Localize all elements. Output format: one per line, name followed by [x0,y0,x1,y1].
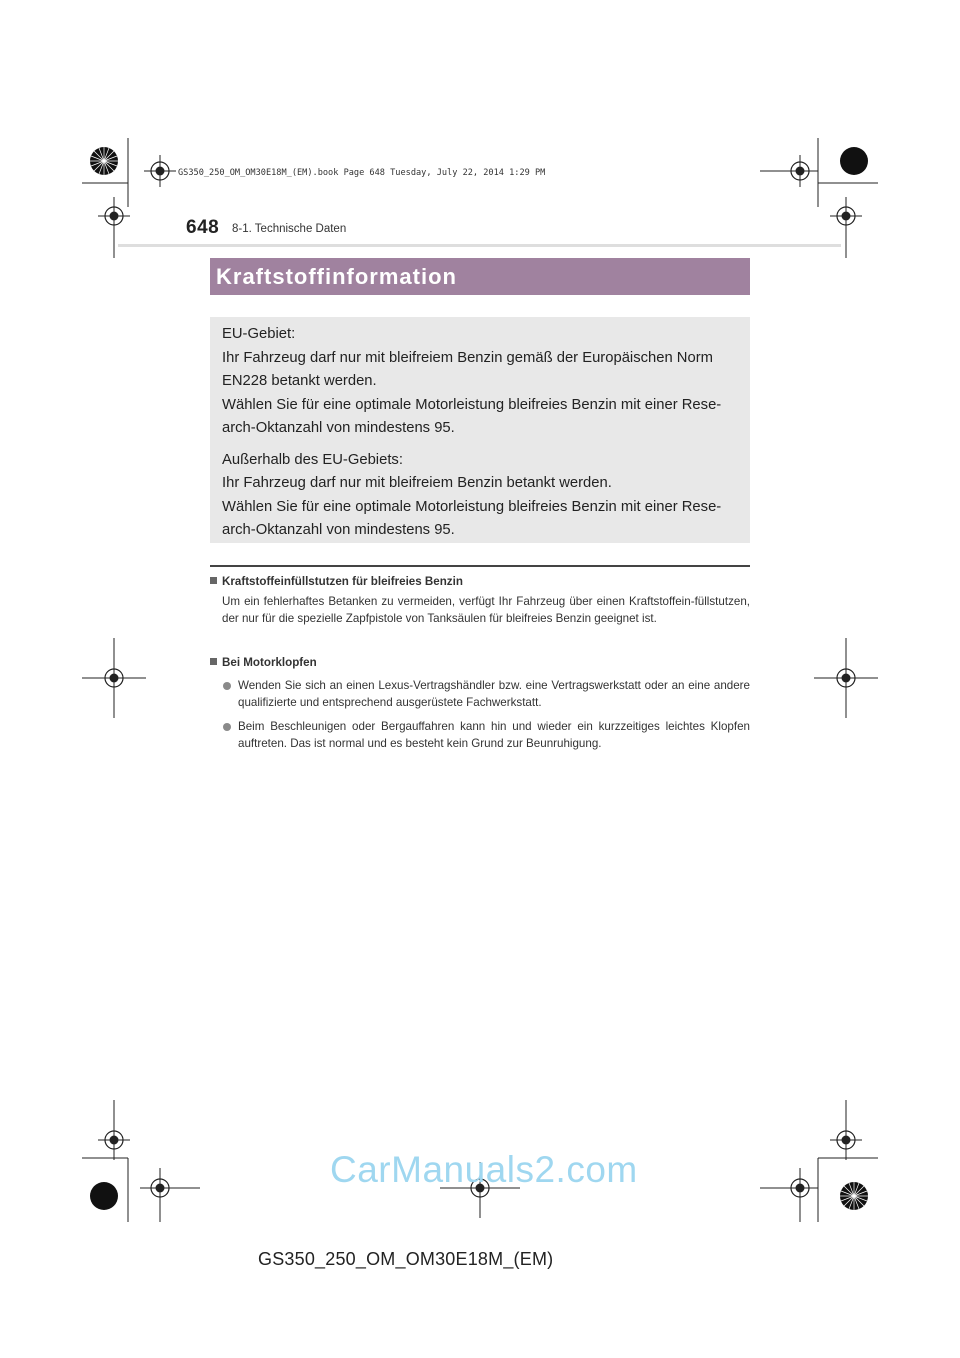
info-line: Wählen Sie für eine optimale Motorleistung bleifreies Benzin mit einer Rese- [222,396,722,413]
starburst-registration-icon [840,1182,868,1210]
round-bullet-icon [223,723,231,731]
header-rule [118,244,841,247]
registration-crosshair-icon [784,155,816,187]
list-item [210,718,750,753]
square-bullet-icon [210,658,217,665]
title-bar [210,258,750,295]
solid-registration-dot [90,1182,118,1210]
note-heading: Bei Motorklopfen [222,656,317,669]
round-bullet-icon [223,682,231,690]
bullet-text: Wenden Sie sich an einen Lexus-Vertragshändler bzw. eine Vertragswerkstatt oder an eine andere qualifizierte und entsprechend ausgerüstete Fachwerkstatt. [238,678,750,709]
footer-code: GS350_250_OM_OM30E18M_(EM) [258,1249,554,1269]
watermark: CarManuals2.com [330,1149,638,1190]
info-box [210,317,750,543]
starburst-registration-icon [90,147,118,175]
info-line: Ihr Fahrzeug darf nur mit bleifreiem Benzin gemäß der Europäischen Norm [222,349,713,366]
info-line: Außerhalb des EU-Gebiets: [222,451,403,468]
registration-crosshair-icon [144,155,176,187]
section-divider [210,565,750,567]
info-line: Ihr Fahrzeug darf nur mit bleifreiem Benzin betankt werden. [222,475,612,491]
solid-registration-dot [840,147,868,175]
note-text: Um ein fehlerhaftes Betanken zu vermeiden, verfügt Ihr Fahrzeug über einen Kraftstoffein-füllstutzen, der nur für die spezielle Zapfpistole von Tanksäulen für bleifreies Benzin geeignet ist. [222,594,750,625]
note-fuel-filler [210,573,750,628]
info-line: arch-Oktanzahl von mindestens 95. [222,522,455,538]
book-info-line: GS350_250_OM_OM30E18M_(EM).book Page 648 Tuesday, July 22, 2014 1:29 PM [178,168,546,178]
info-line: arch-Oktanzahl von mindestens 95. [222,420,455,436]
section-title: 8-1. Technische Daten [232,223,347,235]
note-heading: Kraftstoffeinfüllstutzen für bleifreies Benzin [222,575,463,588]
bullet-text: Beim Beschleunigen oder Bergauffahren kann hin und wieder ein kurzzeitiges leichtes Klopfen auftreten. Das ist normal und es besteht kein Grund zur Beunruhigung. [238,719,750,750]
note-engine-knock [210,654,750,753]
page-title: Kraftstoffinformation [216,264,457,289]
list-item [210,677,750,712]
info-line: EN228 betankt werden. [222,373,377,389]
page-number: 648 [186,217,220,238]
info-line: EU-Gebiet: [222,326,296,342]
info-line: Wählen Sie für eine optimale Motorleistung bleifreies Benzin mit einer Rese- [222,498,722,515]
square-bullet-icon [210,577,217,584]
